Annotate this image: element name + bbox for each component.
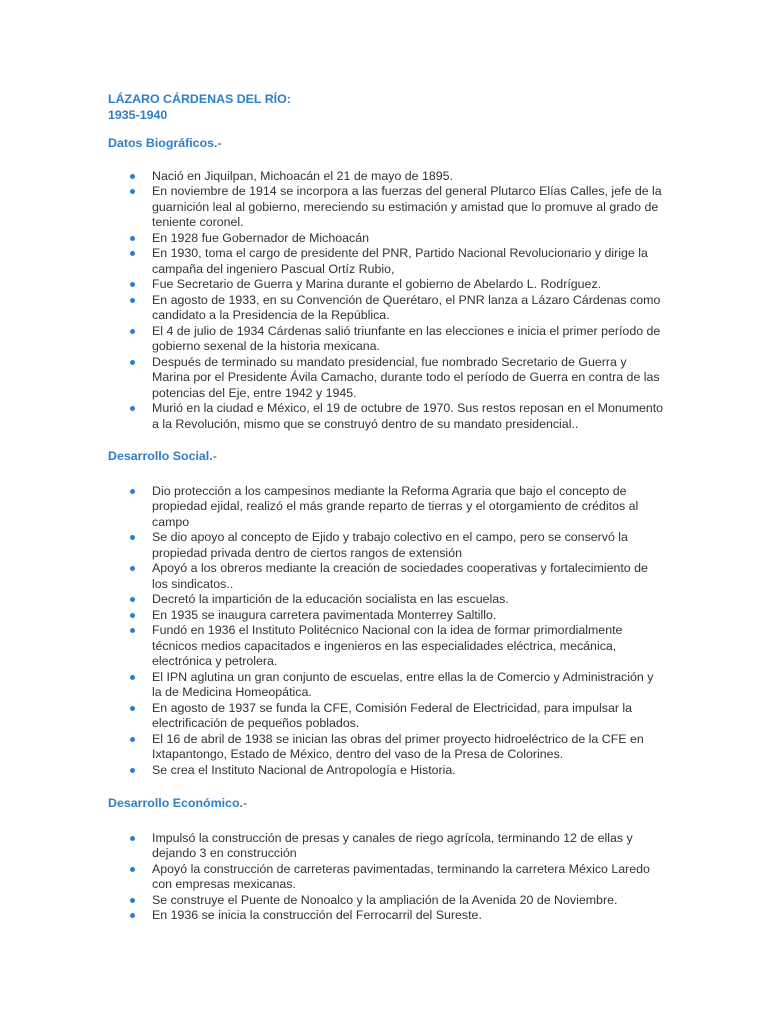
list-item — [108, 893, 664, 909]
list-item-text: Fundó en 1936 el Instituto Politécnico Nacional con la idea de formar primordialmente técnicos medios capacitados e ingenieros en las especialidades eléctrica, mecánica, electrónica y petrolera. — [152, 623, 623, 668]
bullet-icon — [130, 251, 135, 256]
bullet-icon — [130, 329, 135, 334]
document-title-block — [108, 92, 664, 123]
list-item — [108, 701, 664, 732]
section-heading-desarrollo-social — [108, 449, 664, 465]
list-item-text: Apoyó la construcción de carreteras pavimentadas, terminando la carretera México Laredo con empresas mexicanas. — [152, 861, 650, 891]
section-heading-suffix: - — [217, 136, 222, 150]
list-item — [108, 169, 664, 185]
list-item-text: Impulsó la construcción de presas y canales de riego agrícola, terminando 12 de ellas y dejando 3 en construcción — [152, 830, 633, 860]
section-heading-datos-biograficos — [108, 136, 664, 152]
list-item — [108, 277, 664, 293]
list-item-text: Se crea el Instituto Nacional de Antropología e Historia. — [152, 762, 456, 777]
document-years: 1935-1940 — [108, 107, 168, 122]
list-desarrollo-social — [108, 484, 664, 779]
list-item — [108, 831, 664, 862]
list-item — [108, 862, 664, 893]
list-item-text: Después de terminado su mandato presidencial, fue nombrado Secretario de Guerra y Marina por el Presidente Ávila Camacho, durante todo el período de Guerra en contra de las potencias del Eje, entre 1942 y 1945. — [152, 354, 660, 400]
list-item — [108, 484, 664, 531]
list-item-text: Se construye el Puente de Nonoalco y la ampliación de la Avenida 20 de Noviembre. — [152, 892, 618, 907]
document-title: LÁZARO CÁRDENAS DEL RÍO: — [108, 92, 291, 106]
section-heading-suffix: - — [242, 796, 248, 810]
list-item-text: Dio protección a los campesinos mediante la Reforma Agraria que bajo el concepto de propiedad ejidal, realizó el más grande reparto de tierras y el otorgamiento de créditos al campo — [152, 483, 639, 529]
list-item — [108, 324, 664, 355]
list-desarrollo-economico — [108, 831, 664, 924]
list-item — [108, 623, 664, 670]
list-item — [108, 763, 664, 779]
list-item — [108, 530, 664, 561]
bullet-icon — [130, 913, 135, 918]
bullet-icon — [130, 737, 135, 742]
list-item-text: Apoyó a los obreros mediante la creación de sociedades cooperativas y fortalecimiento de los sindicatos.. — [152, 561, 648, 591]
bullet-icon — [130, 628, 135, 633]
list-item — [108, 670, 664, 701]
bullet-icon — [130, 282, 135, 287]
list-item-text: En agosto de 1937 se funda la CFE, Comisión Federal de Electricidad, para impulsar la electrificación de pequeños poblados. — [152, 700, 633, 730]
document-page — [108, 92, 664, 924]
list-item-text: Murió en la ciudad e México, el 19 de octubre de 1970. Sus restos reposan en el Monumento a la Revolución, mismo que se construyó dentro de su mandato presidencial.. — [152, 401, 664, 431]
list-item-text: En 1930, toma el cargo de presidente del PNR, Partido Nacional Revolucionario y dirige la campaña del ingeniero Pascual Ortíz Rubio, — [152, 246, 648, 276]
bullet-icon — [130, 236, 135, 241]
section-heading-text: Desarrollo Social. — [108, 449, 213, 463]
list-item — [108, 732, 664, 763]
list-item-text: El 16 de abril de 1938 se inician las obras del primer proyecto hidroeléctrico de la CFE en Ixtapantongo, Estado de México, dentro del vaso de la Presa de Colorines. — [152, 731, 644, 761]
bullet-icon — [130, 898, 135, 903]
list-item-text: Nació en Jiquilpan, Michoacán el 21 de mayo de 1895. — [152, 168, 454, 183]
bullet-icon — [130, 613, 135, 618]
section-heading-text: Datos Biográficos. — [108, 136, 218, 150]
section-heading-suffix: - — [212, 449, 217, 463]
list-item — [108, 231, 664, 247]
list-item — [108, 561, 664, 592]
list-item-text: El IPN aglutina un gran conjunto de escuelas, entre ellas la de Comercio y Administración y la de Medicina Homeopática. — [152, 669, 654, 699]
list-item — [108, 184, 664, 231]
bullet-icon — [130, 174, 135, 179]
list-item-text: El 4 de julio de 1934 Cárdenas salió triunfante en las elecciones e inicia el primer período de gobierno sexenal de la historia mexicana. — [152, 323, 661, 353]
bullet-icon — [130, 360, 135, 365]
bullet-icon — [130, 489, 135, 494]
list-item — [108, 908, 664, 924]
list-item-text: En agosto de 1933, en su Convención de Querétaro, el PNR lanza a Lázaro Cárdenas como candidato a la Presidencia de la República. — [152, 292, 661, 322]
list-item — [108, 608, 664, 624]
list-item-text: En noviembre de 1914 se incorpora a las fuerzas del general Plutarco Elías Calles, jefe de la guarnición leal al gobierno, mereciendo su estimación y amistad que lo promuve al grado de teniente coronel. — [152, 184, 662, 229]
list-item — [108, 293, 664, 324]
list-item-text: Decretó la impartición de la educación socialista en las escuelas. — [152, 592, 509, 606]
bullet-icon — [130, 566, 135, 571]
bullet-icon — [130, 298, 135, 303]
bullet-icon — [130, 836, 135, 841]
list-item — [108, 246, 664, 277]
bullet-icon — [130, 768, 135, 773]
bullet-icon — [130, 535, 135, 540]
list-datos-biograficos — [108, 169, 664, 433]
bullet-icon — [130, 675, 135, 680]
bullet-icon — [130, 867, 135, 872]
list-item-text: En 1936 se inicia la construcción del Ferrocarril del Sureste. — [152, 908, 482, 922]
section-heading-text: Desarrollo Económico. — [108, 796, 243, 810]
list-item-text: Se dio apoyo al concepto de Ejido y trabajo colectivo en el campo, pero se conservó la propiedad privada dentro de ciertos rangos de extensión — [152, 530, 628, 560]
list-item-text: En 1928 fue Gobernador de Michoacán — [152, 230, 369, 245]
bullet-icon — [130, 406, 135, 411]
bullet-icon — [130, 706, 135, 711]
bullet-icon — [130, 597, 135, 602]
bullet-icon — [130, 189, 135, 194]
list-item — [108, 401, 664, 432]
list-item — [108, 355, 664, 402]
list-item-text: En 1935 se inaugura carretera pavimentada Monterrey Saltillo. — [152, 607, 497, 622]
list-item — [108, 592, 664, 608]
list-item-text: Fue Secretario de Guerra y Marina durante el gobierno de Abelardo L. Rodríguez. — [152, 277, 602, 291]
section-heading-desarrollo-economico — [108, 796, 664, 812]
